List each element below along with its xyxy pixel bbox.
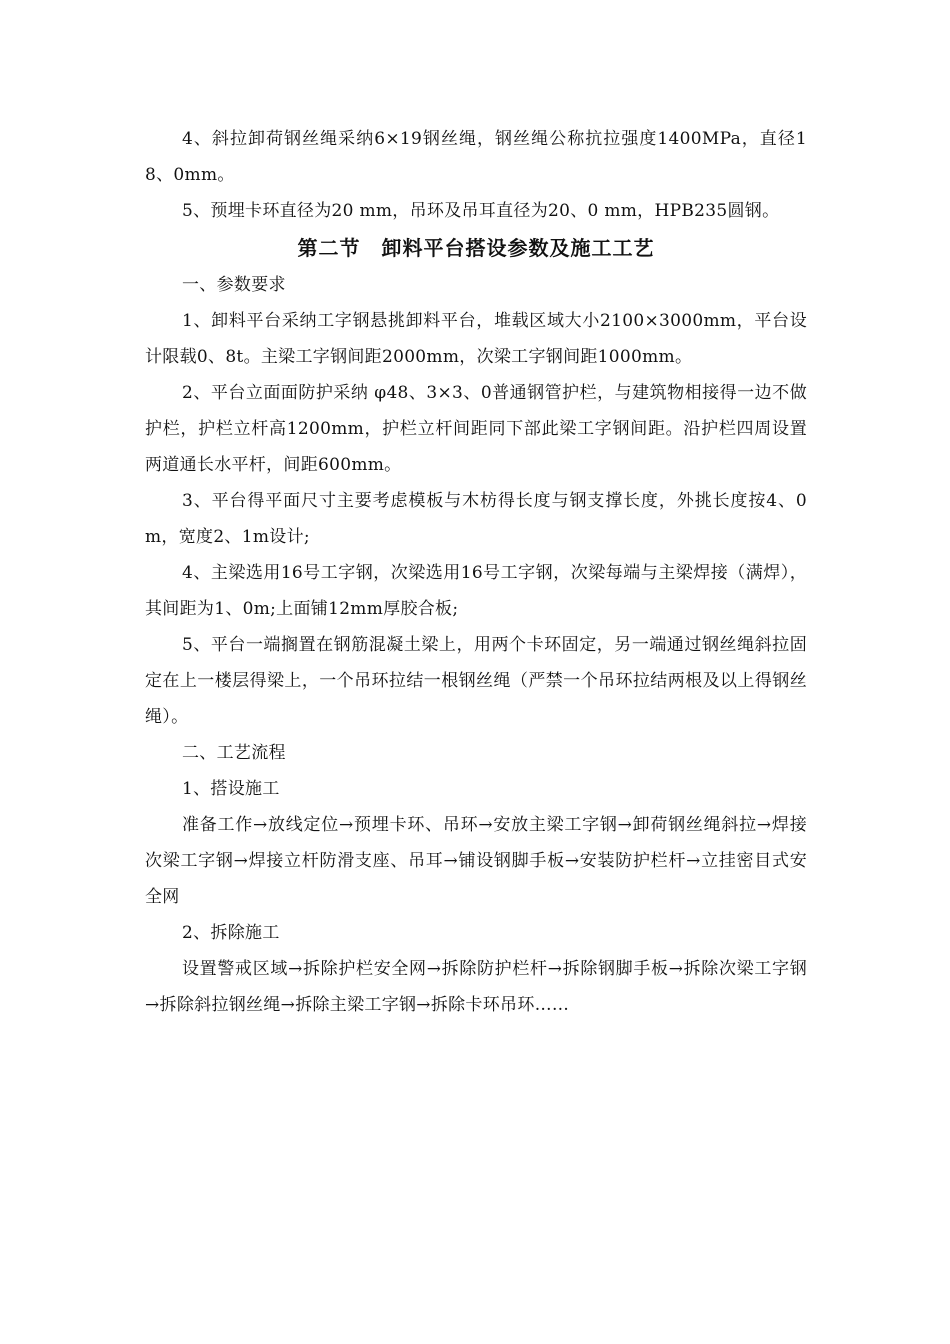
section-title: 第二节 卸料平台搭设参数及施工工艺 <box>297 236 655 260</box>
parameter-item-1: 1、卸料平台采纳工字钢悬挑卸料平台，堆载区域大小2100×3000mm，平台设计限载0、8t。主梁工字钢间距2000mm，次梁工字钢间距1000mm。 <box>145 311 807 367</box>
parameter-item-3: 3、平台得平面尺寸主要考虑模板与木枋得长度与钢支撑长度，外挑长度按4、0m，宽度2、1m设计; <box>145 491 807 547</box>
paragraph-embedded-ring: 5、预埋卡环直径为20 mm，吊环及吊耳直径为20、0 mm，HPB235圆钢。 <box>182 201 780 221</box>
paragraph-wire-rope: 4、斜拉卸荷钢丝绳采纳6×19钢丝绳，钢丝绳公称抗拉强度1400MPa，直径18、0mm。 <box>145 129 807 185</box>
subsection-title-parameters: 一、参数要求 <box>182 275 286 295</box>
erection-flow: 准备工作→放线定位→预埋卡环、吊环→安放主梁工字钢→卸荷钢丝绳斜拉→焊接次梁工字钢→焊接立杆防滑支座、吊耳→铺设钢脚手板→安装防护栏杆→立挂密目式安全网 <box>145 815 807 907</box>
step-title-dismantling: 2、拆除施工 <box>182 923 280 943</box>
document-body <box>145 121 807 1023</box>
subsection-title-process: 二、工艺流程 <box>182 743 286 763</box>
step-title-erection: 1、搭设施工 <box>182 779 280 799</box>
dismantling-flow: 设置警戒区域→拆除护栏安全网→拆除防护栏杆→拆除钢脚手板→拆除次梁工字钢→拆除斜拉钢丝绳→拆除主梁工字钢→拆除卡环吊环…… <box>145 959 807 1015</box>
parameter-item-2: 2、平台立面面防护采纳 φ48、3×3、0普通钢管护栏，与建筑物相接得一边不做护栏，护栏立杆高1200mm，护栏立杆间距同下部此梁工字钢间距。沿护栏四周设置两道通长水平杆，间距600mm。 <box>145 383 807 475</box>
parameter-item-5: 5、平台一端搁置在钢筋混凝土梁上，用两个卡环固定，另一端通过钢丝绳斜拉固定在上一楼层得梁上，一个吊环拉结一根钢丝绳（严禁一个吊环拉结两根及以上得钢丝绳）。 <box>145 635 807 727</box>
parameter-item-4: 4、主梁选用16号工字钢，次梁选用16号工字钢，次梁每端与主梁焊接（满焊），其间距为1、0m;上面铺12mm厚胶合板; <box>145 563 807 619</box>
